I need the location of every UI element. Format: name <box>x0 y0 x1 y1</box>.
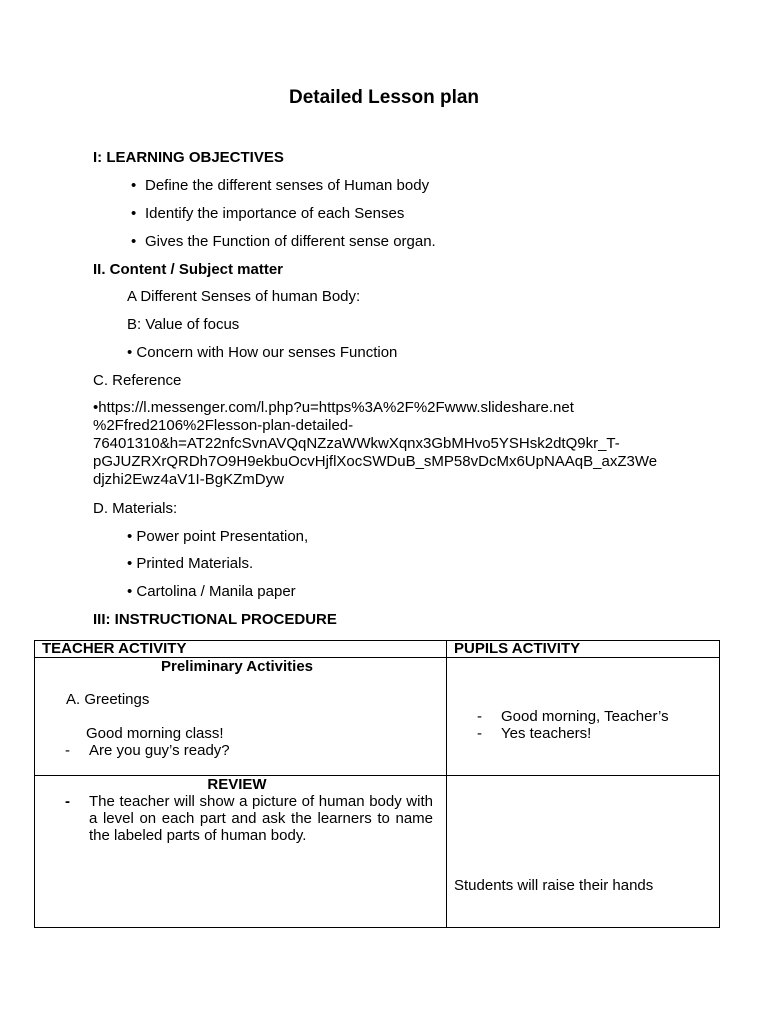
reference-heading: C. Reference <box>93 372 182 389</box>
objectives-heading: I: LEARNING OBJECTIVES <box>93 149 284 166</box>
materials-heading: D. Materials: <box>93 500 178 517</box>
greetings-label: A. Greetings <box>66 691 150 708</box>
objective-item: • Define the different senses of Human body <box>131 177 430 194</box>
column-header-pupils: PUPILS ACTIVITY <box>447 641 720 658</box>
procedure-heading: III: INSTRUCTIONAL PROCEDURE <box>93 611 337 628</box>
teacher-ready: - Are you guy’s ready? <box>65 742 230 759</box>
page-title: Detailed Lesson plan <box>288 87 480 108</box>
content-heading: II. Content / Subject matter <box>93 261 284 278</box>
review-text: The teacher will show a picture of human body with a level on each part and ask the learners to name the labeled parts of human body. <box>89 793 433 844</box>
pupil-ready: - Yes teachers! <box>477 725 592 742</box>
material-item: • Cartolina / Manila paper <box>127 583 296 600</box>
review-title: REVIEW <box>207 776 267 793</box>
preliminary-pupils-cell <box>447 658 720 776</box>
review-teacher-cell <box>35 776 447 928</box>
objective-item: • Gives the Function of different sense organ. <box>131 233 436 250</box>
content-line-b: B: Value of focus <box>127 316 240 333</box>
review-dash: - <box>65 793 70 810</box>
review-pupils-response: Students will raise their hands <box>454 877 654 894</box>
content-line-c: • Concern with How our senses Function <box>127 344 398 361</box>
preliminary-title: Preliminary Activities <box>160 658 313 675</box>
content-line-a: A Different Senses of human Body: <box>127 288 361 305</box>
material-item: • Printed Materials. <box>127 555 254 572</box>
objective-item: • Identify the importance of each Senses <box>131 205 405 222</box>
pupil-greeting: - Good morning, Teacher’s <box>477 708 669 725</box>
teacher-greeting: Good morning class! <box>86 725 224 742</box>
column-header-teacher: TEACHER ACTIVITY <box>35 641 447 658</box>
preliminary-teacher-cell <box>35 658 447 776</box>
review-pupils-cell <box>447 776 720 928</box>
reference-url[interactable]: •https://l.messenger.com/l.php?u=https%3A%2F%2Fwww.slideshare.net %2Ffred2106%2Flesson-plan-detailed- 76401310&h=AT22nfcSvnAVQqNZzaWWkwXqnx3GbMHvo5YSHsk2dtQ9kr_T- pGJUZRXrQRDh7O9H9ekbuOcvHjflXocSWDuB_sMP58vDcMx6UpNAAqB_axZ3We djzhi2Ewz4aV1I-BgKZmDyw <box>93 399 658 488</box>
procedure-table <box>34 640 720 928</box>
material-item: • Power point Presentation, <box>127 528 309 545</box>
